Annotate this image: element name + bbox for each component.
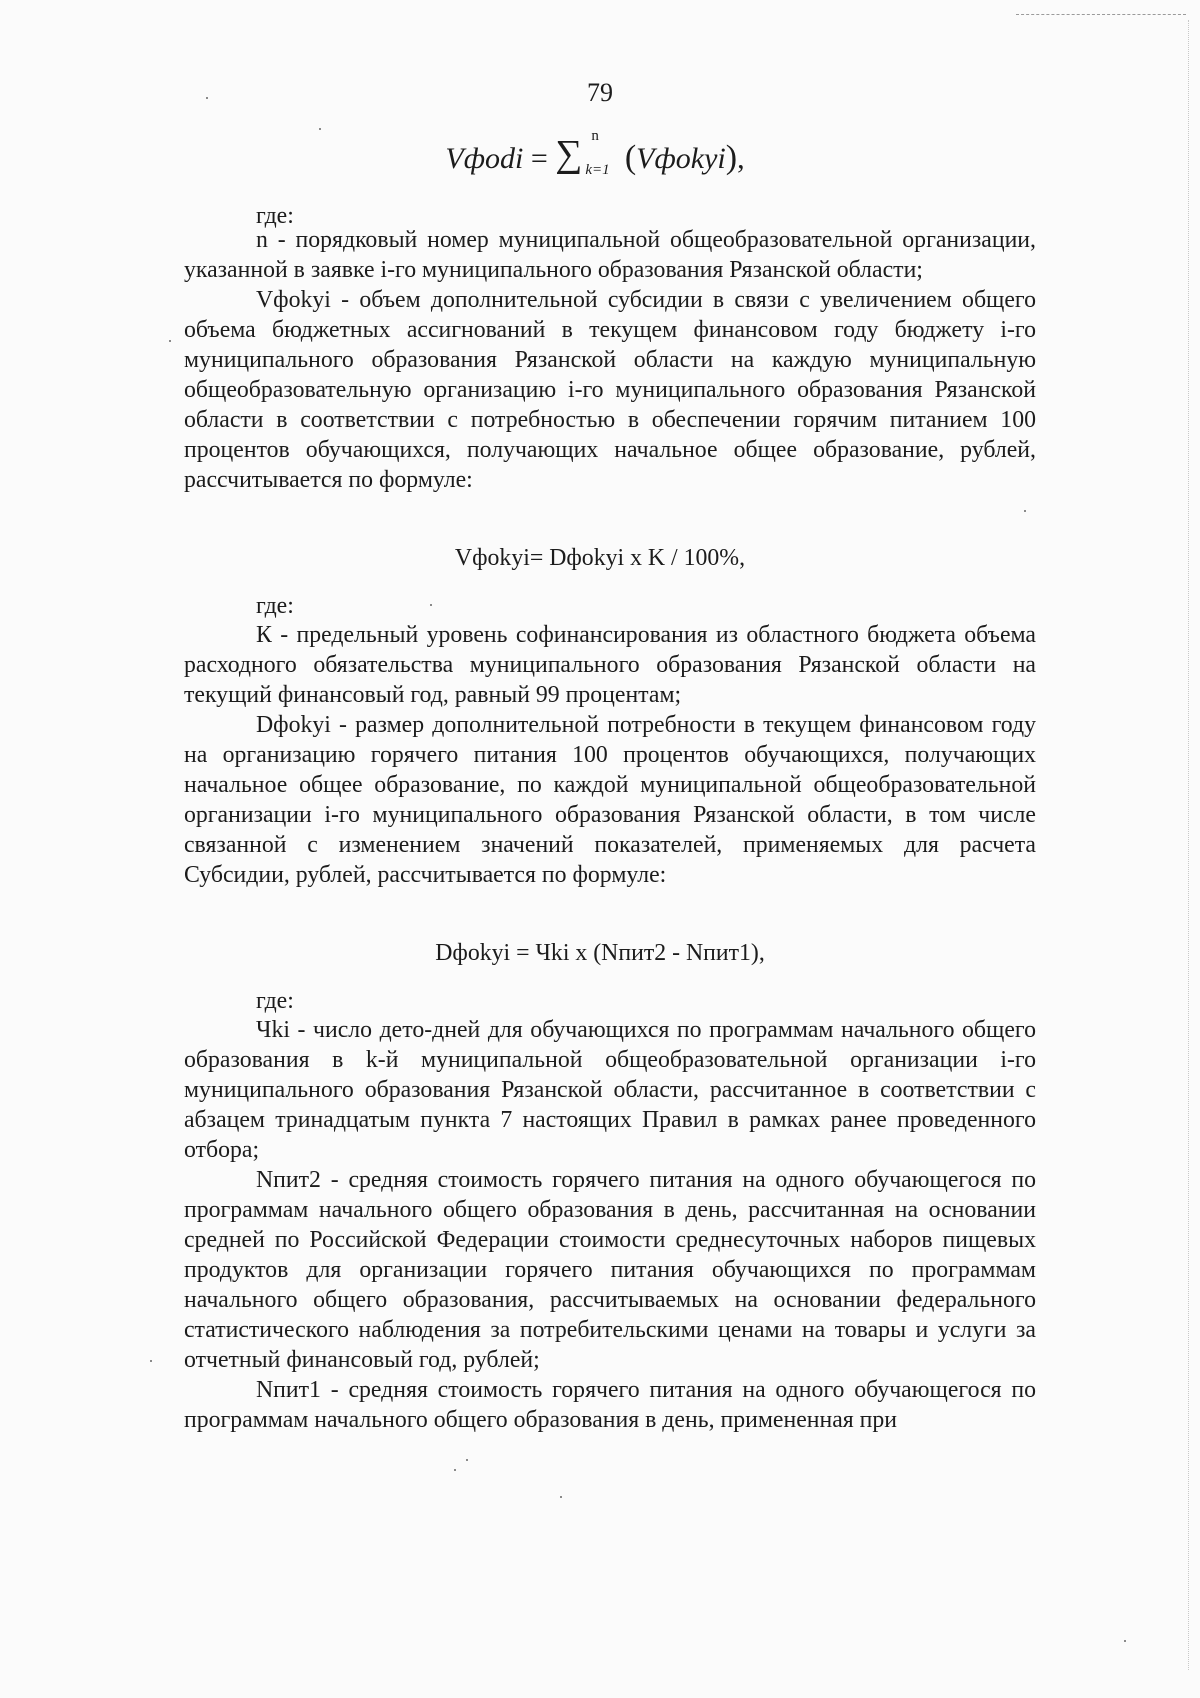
summation-symbol: [555, 128, 617, 178]
formula-sum: [0, 128, 1190, 178]
paragraph-vfokyi-definition: Vфokyi - объем дополнительной субсидии в связи с увеличением общего объема бюджетных ассигнований в текущем финансовом году бюджету i-го муниципального образования Рязанской области на каждую муниципальную общеобразовательную организацию i-го муниципального образования Рязанской области в соответствии с потребностью в обеспечении горячим питанием 100 процентов обучающихся, получающих начальное общее образование, рублей, рассчитывается по формуле:: [184, 287, 1036, 493]
sigma-glyph: ∑: [555, 133, 583, 175]
formula-vfokyi: Vфokyi= Dфokyi x K / 100%,: [454, 545, 746, 571]
scan-speck: [319, 128, 321, 130]
paragraph-group-3: [184, 1015, 1036, 1435]
where-label-1: где:: [256, 203, 294, 229]
scan-speck: [150, 1360, 152, 1362]
scan-edge-mark: [1016, 14, 1186, 16]
paragraph-chki-definition: Чki - число дето-дней для обучающихся по программам начального общего образования в k-й муниципальной общеобразовательной организации i-го муниципального образования Рязанской области, рассчитанное в соответствии с абзацем тринадцатым пункта 7 настоящих Правил в рамках ранее проведенного отбора;: [184, 1017, 1036, 1163]
scan-speck: [1024, 510, 1026, 512]
scan-edge-line: [1188, 20, 1190, 1670]
formula-open-paren: (: [624, 139, 637, 176]
formula-lhs: Vфodi: [445, 142, 524, 175]
paragraph-npit2-definition: Nпит2 - средняя стоимость горячего питания на одного обучающегося по программам начального общего образования в день, рассчитанная на основании средней по Российской Федерации стоимости среднесуточных наборов пищевых продуктов для организации горячего питания обучающихся по программам начального общего образования, рассчитываемых на основании федерального статистического наблюдения за потребительскими ценами на товары и услуги за отчетный финансовый год, рублей;: [184, 1167, 1036, 1373]
formula-term: Vфokyi: [636, 142, 726, 175]
formula-close-paren: ): [725, 139, 738, 176]
formula-trail: ,: [737, 142, 745, 175]
scan-speck: [206, 97, 208, 99]
scan-speck: [466, 1459, 468, 1461]
paragraph-group-2: [184, 620, 1036, 890]
paragraph-npit1-definition: Nпит1 - средняя стоимость горячего питания на одного обучающегося по программам начального общего образования в день, примененная при: [184, 1377, 1036, 1433]
page-number: 79: [587, 78, 613, 107]
paragraph-k-definition: К - предельный уровень софинансирования из областного бюджета объема расходного обязательства муниципального образования Рязанской области на текущий финансовый год, равный 99 процентам;: [184, 622, 1036, 708]
sum-lower-limit: k=1: [585, 162, 610, 178]
formula-equals: =: [530, 142, 556, 175]
paragraph-group-1: [184, 225, 1036, 495]
scan-speck: [1124, 1640, 1126, 1642]
formula-dfokyi: Dфokyi = Чki x (Nпит2 - Nпит1),: [435, 940, 765, 966]
paragraph-n-definition: n - порядковый номер муниципальной общеобразовательной организации, указанной в заявке i-го муниципального образования Рязанской области;: [184, 227, 1036, 283]
scan-speck: [169, 340, 171, 342]
scan-speck: [454, 1469, 456, 1471]
where-label-2: где:: [256, 593, 294, 619]
paragraph-dfokyi-definition: Dфokyi - размер дополнительной потребности в текущем финансовом году на организацию горячего питания 100 процентов обучающихся, получающих начальное общее образование, по каждой муниципальной общеобразовательной организации i-го муниципального образования Рязанской области, в том числе связанной с изменением значений показателей, применяемых для расчета Субсидии, рублей, рассчитывается по формуле:: [184, 712, 1036, 888]
scan-speck: [430, 604, 432, 606]
scan-speck: [560, 1496, 562, 1498]
where-label-3: где:: [256, 988, 294, 1014]
sum-upper-limit: n: [591, 128, 599, 144]
